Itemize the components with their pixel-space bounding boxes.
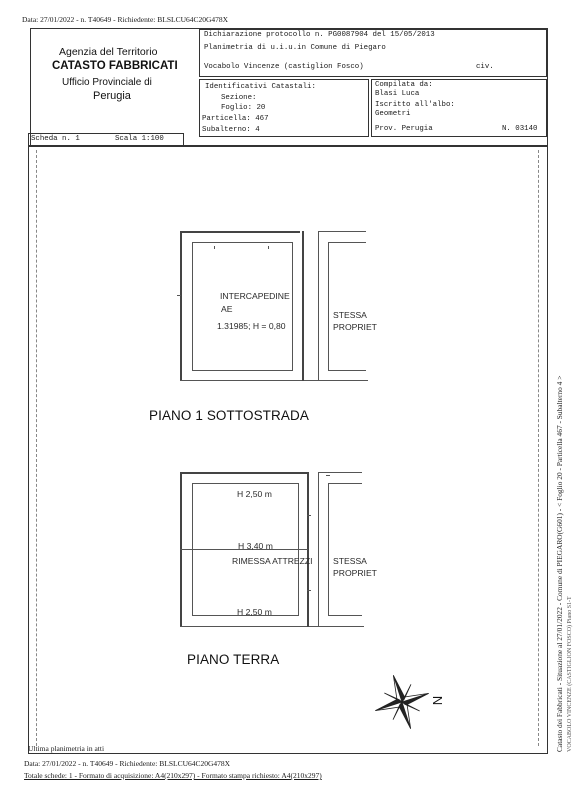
wall-bottom — [180, 380, 368, 381]
foglio: Foglio: 20 — [221, 104, 266, 112]
compilata-label: Compilata da: — [375, 81, 433, 89]
side-address-text: VOCABOLO VINCENZE (CASTIGLION FOSCO) Piano S1-T — [567, 596, 573, 752]
tick-mark — [307, 590, 311, 591]
address-line: Vocabolo Vincenze (castiglion Fosco) — [204, 63, 364, 71]
room-label-rimessa: RIMESSA ATTREZZI — [232, 556, 313, 566]
adjacent-label-propriet: PROPRIET — [333, 568, 377, 578]
wall-top — [180, 231, 300, 233]
protocol-line: Dichiarazione protocollo n. PG0087904 del 15/05/2013 — [204, 31, 435, 39]
wall-inner-top — [192, 242, 292, 243]
wall-inner-top — [192, 483, 299, 484]
wall-bottom — [180, 626, 364, 627]
scala-label: Scala 1:100 — [115, 135, 164, 143]
compass-rose-icon — [372, 672, 432, 732]
particella: Particella: 467 — [202, 115, 269, 123]
wall-middle-inner — [292, 242, 293, 371]
wall-middle — [302, 231, 304, 381]
wall-left — [180, 231, 182, 381]
subalterno: Subalterno: 4 — [202, 126, 260, 134]
office-label: Ufficio Provinciale di — [62, 77, 152, 88]
height-mid: H 3,40 m — [238, 541, 273, 551]
plan-line: Planimetria di u.i.u.in Comune di Piegaro — [204, 44, 386, 52]
footer-stamp: Data: 27/01/2022 - n. T40649 - Richiedente: BLSLCU64C20G478X — [24, 759, 231, 768]
identifiers-title: Identificativi Catastali: — [205, 83, 316, 91]
room-dimensions: 1.31985; H = 0,80 — [217, 321, 286, 331]
civ-label: civ. — [476, 63, 494, 71]
catasto-title: CATASTO FABBRICATI — [52, 60, 178, 72]
wall-inner-left — [192, 242, 193, 370]
wall-right-inner — [318, 472, 319, 627]
agency-name: Agenzia del Territorio — [59, 46, 158, 58]
fold-line-right — [538, 150, 539, 746]
prov-value: Prov. Perugia — [375, 125, 433, 133]
room-label-ae: AE — [221, 304, 233, 314]
height-top: H 2,50 m — [237, 489, 272, 499]
tick-mark — [307, 515, 311, 516]
fold-line-left — [36, 150, 37, 746]
sezione: Sezione: — [221, 94, 257, 102]
wall-right-left2 — [328, 483, 329, 616]
compiler-name: Blasi Luca — [375, 90, 420, 98]
wall-right-inner — [318, 231, 319, 381]
header-stamp: Data: 27/01/2022 - n. T40649 - Richiedente: BLSLCU64C20G478X — [22, 15, 229, 24]
height-bottom: H 2,50 m — [237, 607, 272, 617]
albo-value: Geometri — [375, 110, 411, 118]
wall-right-top2 — [328, 242, 366, 243]
wall-top — [180, 472, 308, 474]
tick-mark — [177, 295, 181, 296]
footer-schede: Totale schede: 1 - Formato di acquisizione: A4(210x297) - Formato stampa richiesto: A4(210x297) — [24, 771, 322, 780]
wall-right-top2 — [328, 483, 362, 484]
adjacent-label-stessa: STESSA — [333, 556, 367, 566]
tick-mark — [214, 246, 215, 249]
tick-mark — [268, 246, 269, 249]
iscritto-label: Iscritto all'albo: — [375, 101, 455, 109]
wall-right-bottom2 — [328, 370, 366, 371]
scheda-label: Scheda n. 1 — [31, 135, 80, 143]
room-label-intercapedine: INTERCAPEDINE — [220, 291, 290, 301]
floor-title-terra: PIANO TERRA — [187, 652, 280, 667]
side-catasto-text: Catasto dei Fabbricati - Situazione al 27/01/2022 - Comune di PIEGARO(G601) - < Foglio 20 - Particella 467 - Subalterno 4 > — [555, 375, 564, 752]
adjacent-label-stessa: STESSA — [333, 310, 367, 320]
drawing-frame — [28, 146, 548, 754]
wall-right-bottom2 — [328, 615, 362, 616]
province-name: Perugia — [93, 90, 131, 102]
north-label: N — [430, 695, 446, 706]
wall-right-top — [318, 231, 366, 232]
wall-right-left2 — [328, 242, 329, 370]
footer-ultima: Ultima planimetria in atti — [28, 744, 105, 753]
wall-inner-bottom — [192, 370, 292, 371]
wall-right-top — [318, 472, 362, 473]
adjacent-label-propriet: PROPRIET — [333, 322, 377, 332]
albo-number: N. 03140 — [502, 125, 538, 133]
tick-mark — [326, 475, 330, 476]
floor-title-sottostrada: PIANO 1 SOTTOSTRADA — [149, 408, 309, 423]
